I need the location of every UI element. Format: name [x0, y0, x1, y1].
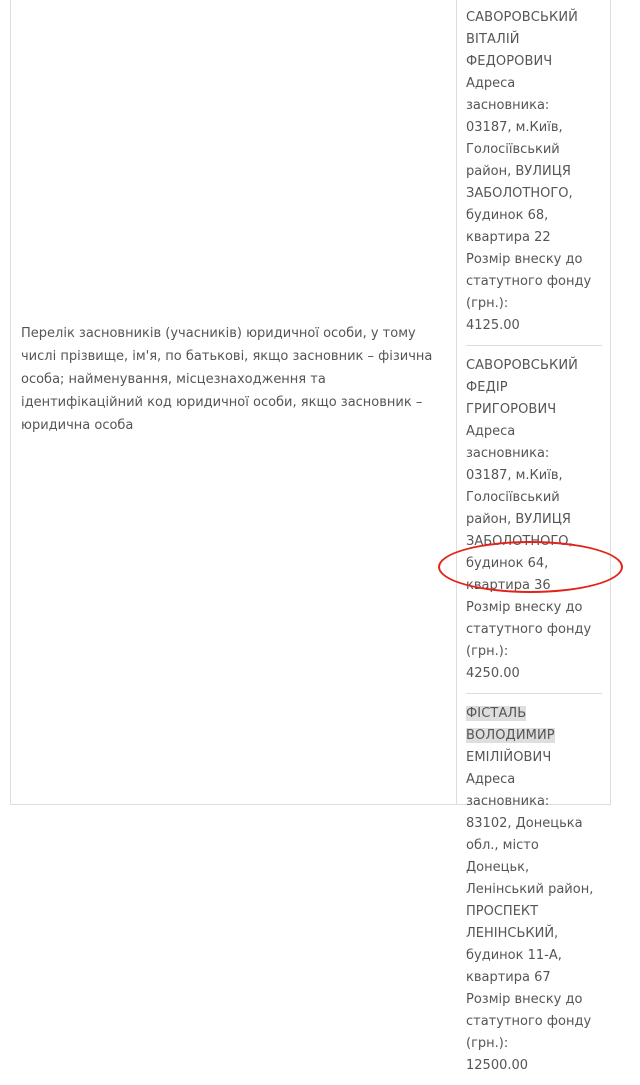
founder-name: САВОРОВСЬКИЙ ВІТАЛІЙ ФЕДОРОВИЧ — [466, 10, 578, 69]
founder-entry — [466, 7, 602, 345]
founders-table — [10, 0, 611, 1073]
founder-name: САВОРОВСЬКИЙ ФЕДІР ГРИГОРОВИЧ — [466, 358, 578, 417]
contribution-label: Розмір внеску до статутного фонду (грн.): — [466, 252, 592, 311]
address-value: 03187, м.Київ, Голосіївський район, ВУЛИЦЯ ЗАБОЛОТНОГО, будинок 64, квартира 36 — [466, 468, 573, 593]
selected-text-highlight: ФІСТАЛЬ ВОЛОДИМИР — [466, 706, 555, 743]
address-value: 83102, Донецька обл., місто Донецьк, Ленінський район, ПРОСПЕКТ ЛЕНІНСЬКИЙ, будинок 11-А, квартира 67 — [466, 816, 594, 985]
label-cell — [11, 0, 457, 804]
founder-entry — [466, 345, 602, 693]
address-label: Адреса засновника: — [466, 424, 550, 461]
contribution-value: 4125.00 — [466, 318, 520, 333]
contribution-value: 4250.00 — [466, 666, 520, 681]
address-label: Адреса засновника: — [466, 76, 550, 113]
founder-name — [466, 703, 602, 769]
founders-cell — [457, 0, 610, 1073]
founders-label: Перелік засновників (учасників) юридичної особи, у тому числі прізвище, ім'я, по батькові, якщо засновник – фізична особа; найменування, місцезнаходження та ідентифікаційний код юридичної особи, якщо засновник – юридична особа — [21, 325, 433, 433]
contribution-label: Розмір внеску до статутного фонду (грн.): — [466, 992, 592, 1051]
address-value: 03187, м.Київ, Голосіївський район, ВУЛИЦЯ ЗАБОЛОТНОГО, будинок 68, квартира 22 — [466, 120, 573, 245]
founder-name-rest: ЕМІЛІЙОВИЧ — [466, 750, 552, 765]
contribution-value: 12500.00 — [466, 1058, 529, 1073]
address-label: Адреса засновника: — [466, 772, 550, 809]
contribution-label: Розмір внеску до статутного фонду (грн.): — [466, 600, 592, 659]
founder-entry — [466, 693, 602, 1085]
